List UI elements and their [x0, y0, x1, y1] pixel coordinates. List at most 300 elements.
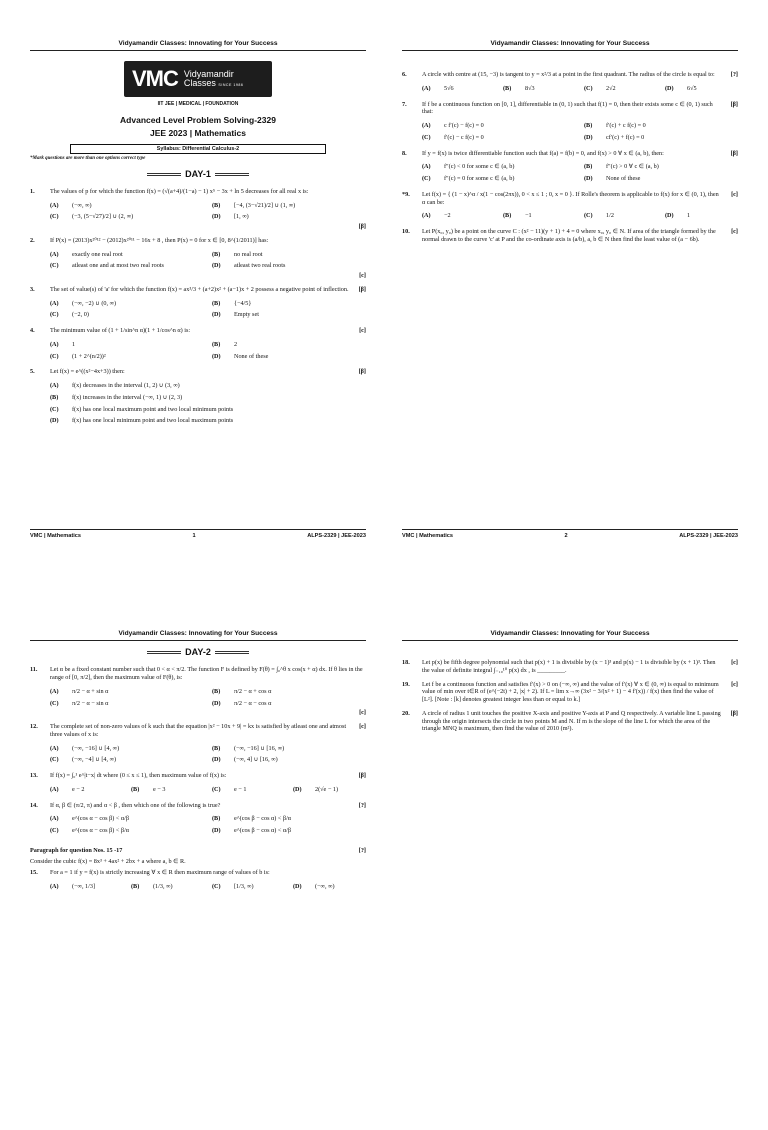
- options-grid: [50, 249, 366, 273]
- logo-mark: VMC: [132, 66, 178, 92]
- option-item: [131, 786, 204, 794]
- option-item: [50, 262, 204, 270]
- question-body: [422, 228, 738, 244]
- question-item: [30, 188, 366, 231]
- option-text: None of these: [606, 175, 641, 183]
- option-item: [665, 85, 738, 93]
- option-text: (−2, 0): [72, 311, 89, 319]
- option-label: (C): [584, 212, 593, 220]
- option-item: [212, 700, 366, 708]
- option-label: (A): [422, 212, 431, 220]
- option-text: cf′(c) + f(c) = 0: [606, 133, 645, 141]
- option-label: (B): [212, 744, 221, 752]
- option-label: (C): [212, 785, 221, 793]
- option-label: (B): [503, 84, 512, 92]
- option-text: Empty set: [234, 311, 259, 319]
- option-item: [422, 175, 576, 183]
- doc-subtitle: JEE 2023 | Mathematics: [150, 128, 246, 139]
- option-item: [665, 212, 738, 220]
- question-body: [422, 681, 738, 704]
- option-text: f″(c) = 0 for some c ∈ (a, b): [444, 175, 515, 183]
- option-text: (−3, (5−√27)/2] ∪ (2, ∞): [72, 213, 134, 221]
- option-item: [50, 382, 366, 390]
- option-text: π/2 − α − cos α: [234, 699, 272, 707]
- options-grid: [50, 686, 366, 710]
- question-stem: [50, 237, 366, 245]
- option-item: [422, 134, 576, 142]
- option-label: (A): [50, 883, 59, 891]
- option-text: exactly one real root: [72, 250, 123, 258]
- question-text: The minimum value of (1 + 1/sin^n α)(1 + 1/cos^n α) is:: [50, 327, 191, 335]
- question-type-tag: [?]: [730, 71, 738, 79]
- footer-left: VMC | Mathematics: [402, 533, 453, 540]
- question-body: [50, 368, 366, 427]
- question-type-tag: [c]: [731, 228, 738, 236]
- question-stem: [422, 191, 738, 207]
- page-footer: [30, 529, 366, 540]
- option-label: (C): [50, 262, 59, 270]
- option-text: (1 + 2^(n/2))²: [72, 352, 106, 360]
- question-item: [30, 723, 366, 766]
- question-body: [50, 237, 366, 280]
- option-label: (D): [665, 84, 674, 92]
- option-label: (D): [212, 827, 221, 835]
- page-2: [402, 40, 738, 540]
- option-label: (A): [50, 744, 59, 752]
- option-text: f′(c) + c f(c) = 0: [606, 122, 646, 130]
- option-label: (A): [50, 250, 59, 258]
- question-text: A circle with centre at (15, −3) is tangent to y = x²/3 at a point in the first quadrant. The radius of the circle is equal to:: [422, 71, 715, 79]
- option-text: f(x) has one local maximum point and two local minimum points: [72, 405, 234, 413]
- question-stem: [50, 772, 366, 780]
- question-body: [422, 101, 738, 144]
- option-label: (B): [212, 815, 221, 823]
- option-item: [50, 202, 204, 210]
- question-item: [402, 191, 738, 222]
- question-number: 14.: [30, 801, 38, 809]
- question-stem: [422, 101, 738, 117]
- option-item: [422, 122, 576, 130]
- page-footer: [402, 529, 738, 540]
- option-item: [212, 815, 366, 823]
- option-item: [50, 815, 204, 823]
- paragraph-tag: [?]: [358, 846, 366, 854]
- option-item: [50, 786, 123, 794]
- option-label: (A): [50, 687, 59, 695]
- option-item: [212, 745, 366, 753]
- option-label: (B): [131, 785, 140, 793]
- question-text: If P(x) = (2013)x²⁰¹² − (2012)x²⁰¹¹ − 16x + 8 , then P(x) = 0 for x ∈ [0, 8^(1/2011)] has:: [50, 236, 269, 244]
- question-stem: [50, 368, 366, 376]
- option-label: (A): [50, 201, 59, 209]
- option-label: (D): [212, 262, 221, 270]
- option-label: (A): [50, 785, 59, 793]
- option-text: e − 2: [72, 785, 85, 793]
- question-type-tag: [?]: [358, 801, 366, 809]
- option-label: (C): [50, 213, 59, 221]
- option-label: (C): [50, 827, 59, 835]
- question-stem: [50, 869, 366, 877]
- option-item: [131, 883, 204, 891]
- question-text: The values of p for which the function f(x) = (√(a+4)/(1−a) − 1) x⁵ − 3x + ln 5 decreases for all real x is:: [50, 187, 309, 195]
- option-item: [212, 300, 366, 308]
- option-text: π/2 − α + cos α: [234, 687, 272, 695]
- option-text: [−4, (3−√21)/2] ∪ (1, ∞): [234, 201, 296, 209]
- footer-page-number: 1: [192, 533, 196, 540]
- option-item: [293, 883, 366, 891]
- day-2-heading: DAY-2: [30, 647, 366, 658]
- question-text: If y = f(x) is twice differentiable function such that f(a) = f(b) = 0, and f(x) > 0 ∀ x ∈ (a, b), then:: [422, 149, 664, 157]
- option-text: f(x) has one local minimum point and two local maximum points: [72, 417, 234, 425]
- option-item: [212, 688, 366, 696]
- page-header: Vidyamandir Classes: Innovating for Your Success: [30, 630, 366, 641]
- option-label: (C): [422, 175, 431, 183]
- question-type-tag: [β]: [730, 709, 738, 717]
- question-text: Let p(x) be fifth degree polynomial such that p(x) + 1 is divisible by (x − 1)³ and p(x) − 1 is divisible by (x + 1)³. Then the value of definite integral ∫₋₁₀¹⁰ p(x) dx , is _________.: [422, 659, 716, 674]
- question-stem: [50, 286, 366, 294]
- option-label: (B): [212, 250, 221, 258]
- options-grid: [50, 380, 366, 427]
- option-text: 2: [234, 340, 238, 348]
- option-item: [50, 688, 204, 696]
- option-text: f″(c) < 0 for some c ∈ (a, b): [444, 163, 515, 171]
- option-item: [50, 827, 204, 835]
- option-label: (B): [131, 883, 140, 891]
- option-item: [503, 85, 576, 93]
- option-item: [50, 341, 204, 349]
- option-label: (B): [584, 163, 593, 171]
- option-label: (D): [212, 213, 221, 221]
- question-stem: [50, 723, 366, 739]
- options-grid: [422, 210, 738, 222]
- option-label: (A): [50, 340, 59, 348]
- option-label: (D): [50, 417, 59, 425]
- option-text: e − 3: [153, 785, 166, 793]
- option-item: [50, 756, 204, 764]
- option-item: [212, 311, 366, 319]
- option-text: 1/2: [606, 212, 614, 220]
- option-text: e^(cos α − cos β) < β/α: [72, 827, 130, 835]
- question-text: The complete set of non-zero values of k such that the equation |x² − 10x + 9| = kx is satisfied by atleast one and atmost three values of x is:: [50, 723, 347, 738]
- question-item: [30, 869, 366, 893]
- option-text: (−∞, 1/3]: [72, 883, 96, 891]
- syllabus-box: Syllabus: Differential Calculus-2: [70, 144, 326, 155]
- question-number: 7.: [402, 100, 407, 108]
- option-item: [50, 394, 366, 402]
- question-number: 4.: [30, 327, 35, 335]
- option-item: [50, 417, 366, 425]
- question-text: The set of value(s) of 'a' for which the function f(x) = ax³/3 + (a+2)x² + (a−1)x + 2 possess a negative point of inflection.: [50, 285, 349, 293]
- footer-left: VMC | Mathematics: [30, 533, 81, 540]
- page-4: [402, 630, 738, 1130]
- option-label: (C): [50, 352, 59, 360]
- question-body: [50, 869, 366, 893]
- option-text: (−∞, ∞): [315, 883, 335, 891]
- option-label: (A): [50, 299, 59, 307]
- question-body: [50, 772, 366, 796]
- option-label: (C): [50, 405, 59, 413]
- logo-line1: Vidyamandir: [183, 68, 234, 79]
- option-label: (D): [212, 352, 221, 360]
- option-text: e^(cos β − cos α) < β/α: [234, 815, 292, 823]
- page-header: Vidyamandir Classes: Innovating for Your Success: [402, 630, 738, 641]
- option-label: (D): [665, 212, 674, 220]
- options-grid: [50, 784, 366, 796]
- options-grid: [422, 83, 738, 95]
- question-stem: [422, 681, 738, 704]
- question-type-tag: [c]: [731, 680, 738, 688]
- option-text: 8√3: [525, 84, 535, 92]
- question-type-tag: [β]: [358, 772, 366, 780]
- option-text: 1: [72, 340, 76, 348]
- option-text: f′(c) − c f(c) = 0: [444, 133, 484, 141]
- question-stem: [422, 71, 738, 79]
- option-item: [50, 700, 204, 708]
- question-type-tag: [β]: [358, 223, 366, 231]
- options-grid: [422, 161, 738, 185]
- option-item: [584, 122, 738, 130]
- option-label: (D): [212, 756, 221, 764]
- option-text: (−∞, ∞): [72, 201, 92, 209]
- question-body: [422, 191, 738, 222]
- question-item: [402, 101, 738, 144]
- option-label: (C): [584, 84, 593, 92]
- option-text: 6√5: [687, 84, 697, 92]
- question-number: 3.: [30, 285, 35, 293]
- option-item: [584, 134, 738, 142]
- option-text: e^(cos α − cos β) < α/β: [72, 815, 130, 823]
- question-stem: [422, 710, 738, 733]
- question-type-tag: [β]: [730, 100, 738, 108]
- question-type-tag: [β]: [730, 149, 738, 157]
- question-number: 15.: [30, 869, 38, 877]
- option-label: (B): [212, 201, 221, 209]
- vmc-logo: [124, 61, 272, 97]
- logo-words: [184, 70, 244, 89]
- doc-title: Advanced Level Problem Solving-2329: [120, 115, 276, 126]
- option-text: (−∞, −16] ∪ [4, ∞): [72, 744, 120, 752]
- option-text: f″(c) > 0 ∀ c ∈ (a, b): [606, 163, 659, 171]
- option-label: (D): [584, 133, 593, 141]
- option-item: [584, 212, 657, 220]
- question-number: 18.: [402, 659, 410, 667]
- question-number: *9.: [402, 190, 410, 198]
- question-number: 11.: [30, 666, 38, 674]
- page-1: [30, 40, 366, 540]
- question-list: [30, 869, 366, 893]
- question-body: [50, 188, 366, 231]
- question-item: [402, 150, 738, 185]
- question-number: 12.: [30, 723, 38, 731]
- option-label: (B): [50, 393, 59, 401]
- option-item: [50, 406, 366, 414]
- option-text: c f′(c) − f(c) = 0: [444, 122, 484, 130]
- option-item: [212, 202, 366, 210]
- question-item: [402, 71, 738, 95]
- question-text: Let f be a continuous function and satisfies f′(x) > 0 on (−∞, ∞) and the value of f′(x) ∀ x ∈ (0, ∞) is equal to minimum value of min over t∈R of (e^(−2t) + 2, |x| + 2). If L = lim x→∞ (3x² − 3/(x² + 1) − 4 f′(x)) / f(x) then find the value of [L²]. [Note : [k] denotes greatest integer less than or equal to k.]: [422, 680, 719, 704]
- option-text: [1/3, ∞): [234, 883, 254, 891]
- question-text: Let f(x) = e^((x²−4x+3)) then:: [50, 368, 125, 376]
- option-label: (C): [212, 883, 221, 891]
- question-type-tag: [β]: [358, 285, 366, 293]
- options-grid: [422, 120, 738, 144]
- option-item: [212, 213, 366, 221]
- option-text: (1/3, ∞): [153, 883, 173, 891]
- option-item: [212, 883, 285, 891]
- question-number: 2.: [30, 236, 35, 244]
- question-item: [30, 286, 366, 321]
- option-label: (B): [212, 687, 221, 695]
- question-text: Let P(x₀, y₀) be a point on the curve C : (x² − 11)(y + 1) + 4 = 0 where x₀, y₀ ∈ N. If area of the triangle formed by the normal drawn to the curve 'c' at P and the co-ordinate axis is (a/b), a, b ∈ N then find the least value of (a − 6b).: [422, 228, 716, 243]
- question-text: If f(x) = ∫₀¹ e^|t−x| dt where (0 ≤ x ≤ 1), then maximum value of f(x) is:: [50, 772, 227, 780]
- option-text: no real root: [234, 250, 263, 258]
- option-label: (A): [50, 815, 59, 823]
- paragraph-title: Paragraph for question Nos. 15 -17: [30, 846, 123, 854]
- question-stem: [422, 150, 738, 158]
- question-list: [402, 71, 738, 244]
- option-item: [50, 883, 123, 891]
- option-label: (C): [50, 311, 59, 319]
- option-text: f(x) decreases in the interval (1, 2) ∪ (3, ∞): [72, 382, 180, 390]
- question-number: 19.: [402, 680, 410, 688]
- option-item: [422, 212, 495, 220]
- option-item: [584, 85, 657, 93]
- logo-since: SINCE 1986: [218, 83, 244, 88]
- question-body: [50, 666, 366, 717]
- instruction-note: *Mark questions are more than one options correct type: [30, 156, 146, 162]
- option-label: (A): [50, 382, 59, 390]
- question-number: 6.: [402, 71, 407, 79]
- question-stem: [50, 802, 366, 810]
- option-text: e − 1: [234, 785, 247, 793]
- question-item: [402, 228, 738, 244]
- question-text: A circle of radius 1 unit touches the positive X-axis and positive Y-axis at P and Q respectively. A variable line L passing through the origin intersects the circle in two points M and N. If m is the slope of the line L for which the area of the triangle MNQ is maximum, then find the value of 2010 (m²).: [422, 709, 721, 733]
- option-text: (−∞, 4] ∪ [16, ∞): [234, 756, 278, 764]
- option-item: [50, 251, 204, 259]
- logo-tagline: IIT JEE | MEDICAL | FOUNDATION: [157, 101, 239, 108]
- question-type-tag: [β]: [358, 368, 366, 376]
- option-text: e^(cos β − cos α) < α/β: [234, 827, 292, 835]
- option-label: (B): [212, 340, 221, 348]
- option-text: atleast one and at most two real roots: [72, 262, 164, 270]
- option-item: [422, 163, 576, 171]
- page-header: Vidyamandir Classes: Innovating for Your Success: [30, 40, 366, 51]
- page-header: Vidyamandir Classes: Innovating for Your Success: [402, 40, 738, 51]
- question-type-tag: [c]: [731, 190, 738, 198]
- question-body: [422, 659, 738, 675]
- question-body: [50, 723, 366, 766]
- option-label: (D): [212, 699, 221, 707]
- question-text: If f be a continuous function on [0, 1], differentiable in (0, 1) such that f(1) = 0, then their exists some c ∈ (0, 1) such that:: [422, 100, 713, 116]
- question-item: [402, 681, 738, 704]
- paragraph-heading: [30, 847, 366, 855]
- option-label: (D): [293, 785, 302, 793]
- option-text: (−∞, −16] ∪ [16, ∞): [234, 744, 285, 752]
- option-text: 2√2: [606, 84, 616, 92]
- paragraph-text: Consider the cubic f(x) = 8x³ + 4ax² + 2bx + a where a, b ∈ R.: [30, 857, 186, 865]
- question-stem: [422, 228, 738, 244]
- option-label: (B): [584, 122, 593, 130]
- question-type-tag: [c]: [359, 327, 366, 335]
- option-label: (C): [50, 699, 59, 707]
- option-label: (A): [422, 122, 431, 130]
- option-item: [212, 827, 366, 835]
- option-item: [212, 251, 366, 259]
- question-stem: [50, 666, 366, 682]
- option-item: [50, 213, 204, 221]
- question-item: [30, 368, 366, 427]
- question-item: [30, 237, 366, 280]
- options-grid: [50, 813, 366, 837]
- question-item: [30, 327, 366, 362]
- question-text: Let α be a fixed constant number such that 0 < α < π/2. The function F is defined by F(θ) = ∫₀^θ x cos(x + α) dx. If θ lies in the range of [0, π/2], then the maximum value of F(θ), is:: [50, 666, 363, 682]
- options-grid: [50, 881, 366, 893]
- question-stem: [422, 659, 738, 675]
- option-item: [212, 786, 285, 794]
- question-text: For a = 1 if y = f(x) is strictly increasing ∀ x ∈ R then maximum range of values of b is:: [50, 869, 270, 877]
- question-type-tag: [c]: [359, 709, 366, 717]
- option-item: [503, 212, 576, 220]
- option-item: [584, 163, 738, 171]
- question-body: [422, 150, 738, 185]
- question-item: [402, 710, 738, 733]
- footer-right: ALPS-2329 | JEE-2023: [307, 533, 366, 540]
- option-label: (B): [212, 299, 221, 307]
- option-label: (D): [584, 175, 593, 183]
- option-text: [1, ∞): [234, 213, 249, 221]
- question-number: 10.: [402, 228, 410, 236]
- question-body: [50, 802, 366, 837]
- option-label: (D): [212, 311, 221, 319]
- option-item: [212, 262, 366, 270]
- option-label: (A): [422, 163, 431, 171]
- options-grid: [50, 339, 366, 363]
- day-1-heading: DAY-1: [30, 169, 366, 180]
- option-item: [212, 756, 366, 764]
- question-number: 20.: [402, 709, 410, 717]
- option-text: f(x) increases in the interval (−∞, 1) ∪ (2, 3): [72, 393, 183, 401]
- question-item: [402, 659, 738, 675]
- option-text: None of these: [234, 352, 269, 360]
- question-item: [30, 802, 366, 837]
- option-label: (C): [422, 133, 431, 141]
- question-type-tag: [c]: [359, 272, 366, 280]
- option-item: [293, 786, 366, 794]
- question-body: [50, 327, 366, 362]
- question-list: [30, 188, 366, 427]
- question-number: 8.: [402, 149, 407, 157]
- question-type-tag: [c]: [731, 659, 738, 667]
- page-3: [30, 630, 366, 1130]
- options-grid: [50, 743, 366, 767]
- question-body: [50, 286, 366, 321]
- logo-line2: Classes: [183, 78, 216, 89]
- question-list: [402, 659, 738, 733]
- option-text: π/2 − α − sin α: [72, 699, 109, 707]
- option-item: [212, 341, 366, 349]
- option-text: atleast two real roots: [234, 262, 286, 270]
- question-item: [30, 772, 366, 796]
- option-text: π/2 − α + sin α: [72, 687, 109, 695]
- question-list: [30, 666, 366, 837]
- question-number: 13.: [30, 772, 38, 780]
- question-type-tag: [c]: [359, 723, 366, 731]
- option-text: (−∞, −4] ∪ [4, ∞): [72, 756, 117, 764]
- footer-page-number: 2: [564, 533, 568, 540]
- option-text: {−4/5}: [234, 299, 252, 307]
- option-item: [50, 311, 204, 319]
- question-text: If α, β ∈ (π/2, π) and α < β , then which one of the following is true?: [50, 801, 221, 809]
